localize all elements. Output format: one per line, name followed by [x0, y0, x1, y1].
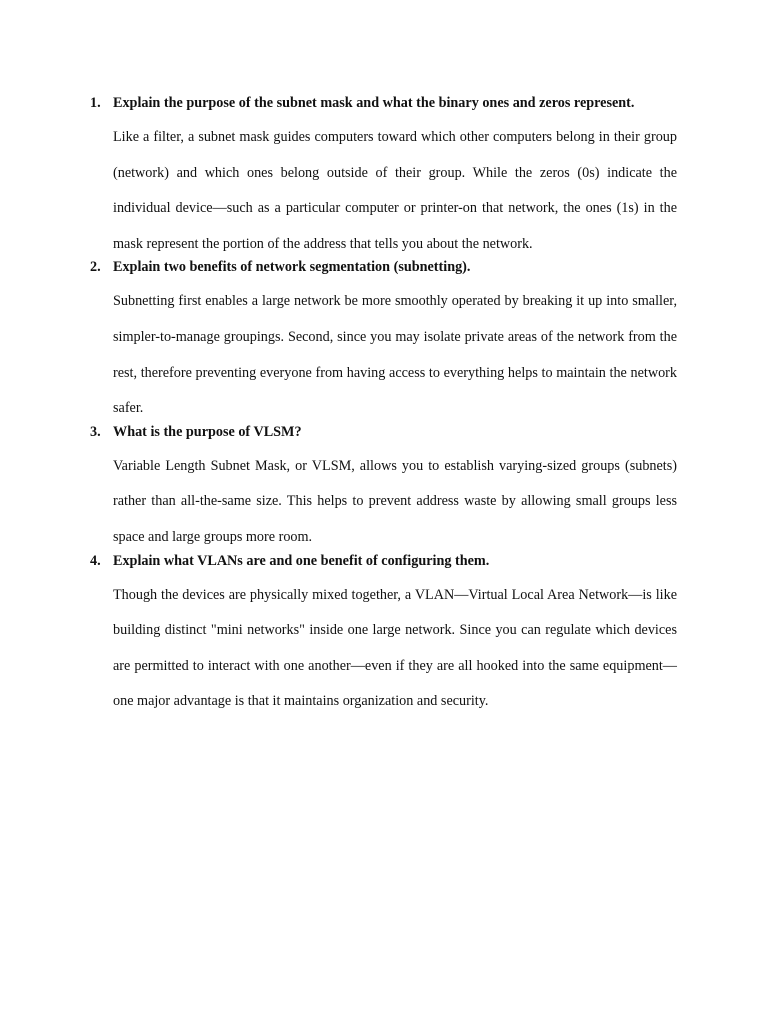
question-item-2 — [90, 255, 677, 426]
question-list — [90, 91, 677, 720]
question-text: Explain what VLANs are and one benefit of configuring them. — [113, 552, 490, 569]
answer-text: Like a filter, a subnet mask guides computers toward which other computers belong in their group (network) and which ones belong outside of their group. While the zeros (0s) indicate the individual device—such as a particular computer or printer-on that network, the ones (1s) in the mask represent the portion of the address that tells you about the network. — [113, 129, 677, 252]
question-number: 3. — [90, 423, 101, 440]
question-item-4 — [90, 549, 677, 720]
question-item-1 — [90, 91, 677, 262]
question-item-3 — [90, 420, 677, 556]
question-number: 2. — [90, 259, 101, 276]
question-text: What is the purpose of VLSM? — [113, 423, 302, 440]
answer-text: Though the devices are physically mixed together, a VLAN—Virtual Local Area Network—is like building distinct "mini networks" inside one large network. Since you can regulate which devices are permitted to interact with one another—even if they are all hooked into the same equipment—one major advantage is that it maintains organization and security. — [113, 586, 677, 710]
question-number: 1. — [90, 95, 101, 111]
question-text: Explain two benefits of network segmentation (subnetting). — [113, 259, 471, 276]
question-number: 4. — [90, 552, 101, 569]
answer-text: Subnetting first enables a large network be more smoothly operated by breaking it up into smaller, simpler-to-manage groupings. Second, since you may isolate private areas of the network from the rest, therefore preventing everyone from having access to everything helps to maintain the network safer. — [113, 293, 677, 417]
answer-text: Variable Length Subnet Mask, or VLSM, allows you to establish varying-sized groups (subnets) rather than all-the-same size. This helps to prevent address waste by allowing small groups less space and large groups more room. — [113, 457, 677, 545]
question-text: Explain the purpose of the subnet mask and what the binary ones and zeros represent. — [113, 95, 635, 111]
